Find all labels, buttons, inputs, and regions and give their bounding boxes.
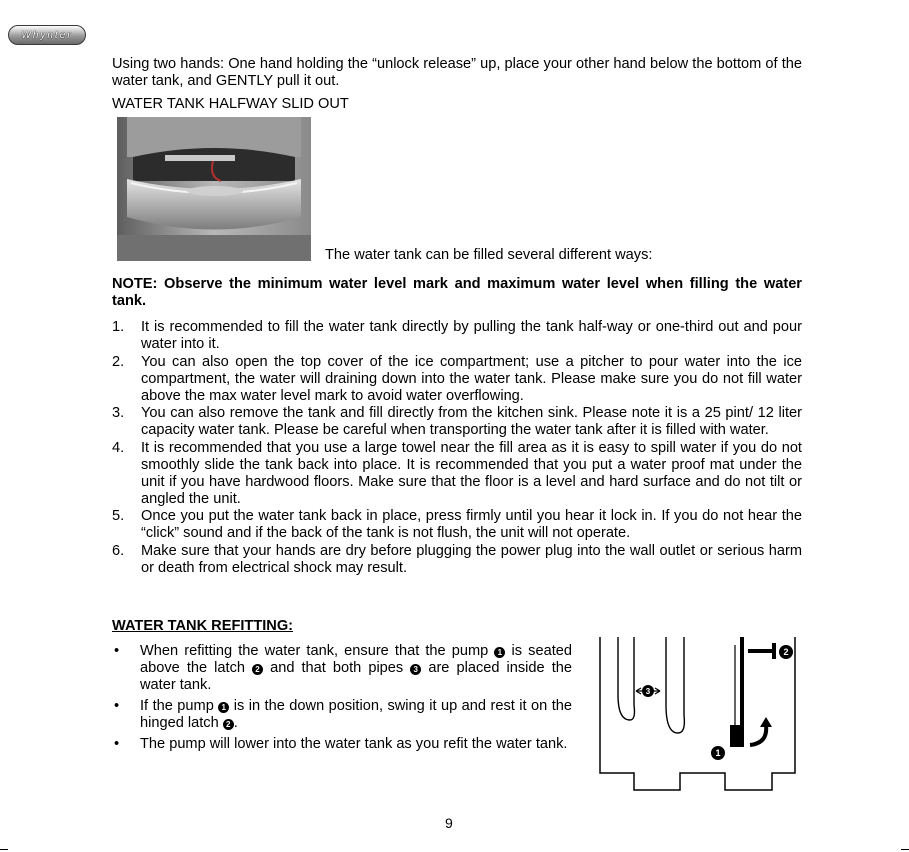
page-number: 9	[445, 815, 453, 831]
refit-text: is in the down position, swing it up and rest it on the hinged latch	[140, 698, 572, 731]
refit-text: When refitting the water tank, ensure that the pump	[140, 643, 495, 659]
crop-mark	[0, 849, 8, 850]
list-item	[112, 643, 572, 694]
refitting-list	[112, 643, 572, 757]
logo-text: Whynter	[21, 30, 73, 41]
pipe-right	[666, 637, 684, 733]
intro-paragraph: Using two hands: One hand holding the “unlock release” up, place your other hand below the bottom of the water tank, and GENTLY pull it out.	[112, 56, 802, 89]
bullet-icon: •	[114, 698, 120, 714]
step-number: 3.	[112, 405, 125, 421]
diagram-marker-3: 3	[645, 687, 651, 696]
diagram-marker-2: 2	[783, 647, 789, 657]
refit-text: and that both pipes	[263, 660, 411, 676]
diagram-marker-1: 1	[715, 748, 721, 758]
marker-2-icon: 2	[223, 719, 234, 730]
marker-1-icon: 1	[218, 702, 229, 713]
fill-steps-list	[112, 319, 802, 577]
list-item	[112, 698, 572, 732]
marker-1-icon: 1	[494, 647, 505, 658]
refit-text: The pump will lower into the water tank as you refit the water tank.	[140, 736, 568, 752]
marker-3-icon: 3	[410, 664, 421, 675]
step-number: 6.	[112, 542, 125, 559]
refit-text: are placed inside the water tank.	[140, 660, 572, 693]
list-item	[112, 405, 802, 439]
step-text: You can also remove the tank and fill directly from the kitchen sink. Please note it is a 25 pint/ 12 liter capacity water tank. Please be careful when transporting the water tank after it is filled with water.	[141, 405, 802, 438]
bullet-icon: •	[114, 643, 120, 659]
list-item	[112, 319, 802, 353]
step-number: 5.	[112, 508, 125, 524]
crop-mark	[901, 849, 909, 850]
step-text: You can also open the top cover of the ice compartment; use a pitcher to pour water into the ice compartment, the water will draining down into the water tank. Please make sure you do not fill water above the max water level mark to avoid water overflowing.	[141, 353, 802, 404]
list-item	[112, 736, 572, 753]
list-item	[112, 508, 802, 542]
halfway-heading: WATER TANK HALFWAY SLID OUT	[112, 96, 349, 112]
step-number: 1.	[112, 319, 125, 335]
step-text: It is recommended to fill the water tank directly by pulling the tank half-way or one-third out and pour water into it.	[141, 319, 802, 352]
whynter-logo	[8, 25, 86, 45]
photo-caption: The water tank can be filled several different ways:	[325, 247, 653, 263]
refit-text: .	[233, 715, 238, 731]
pipe-left	[618, 637, 635, 720]
marker-2-icon: 2	[252, 664, 263, 675]
step-text: Make sure that your hands are dry before plugging the power plug into the wall outlet or serious harm or death from electrical shock may result.	[141, 542, 802, 576]
refitting-heading: WATER TANK REFITTING:	[112, 618, 294, 634]
bullet-icon: •	[114, 736, 120, 752]
refit-text: If the pump	[140, 698, 219, 714]
water-tank-photo	[117, 117, 311, 261]
list-item	[112, 543, 802, 577]
step-text: It is recommended that you use a large towel near the fill area as it is easy to spill water if you do not smoothly slide the tank back into place. It is recommended that you put a water proof mat under the unit if you have hardwood floors. Make sure that the floor is a level and hard surface and do not tilt or angled the unit.	[141, 439, 802, 507]
refit-text: is seated above the latch	[140, 643, 572, 676]
tank-refit-diagram	[590, 625, 802, 808]
step-number: 2.	[112, 353, 125, 370]
list-item	[112, 440, 802, 508]
list-item	[112, 354, 802, 405]
step-text: Once you put the water tank back in place, press firmly until you hear it lock in. If you do not hear the “click” sound and if the back of the tank is not flush, the unit will not operate.	[141, 508, 802, 541]
step-number: 4.	[112, 439, 125, 456]
note-paragraph: NOTE: Observe the minimum water level mark and maximum water level when filling the water tank.	[112, 276, 802, 309]
